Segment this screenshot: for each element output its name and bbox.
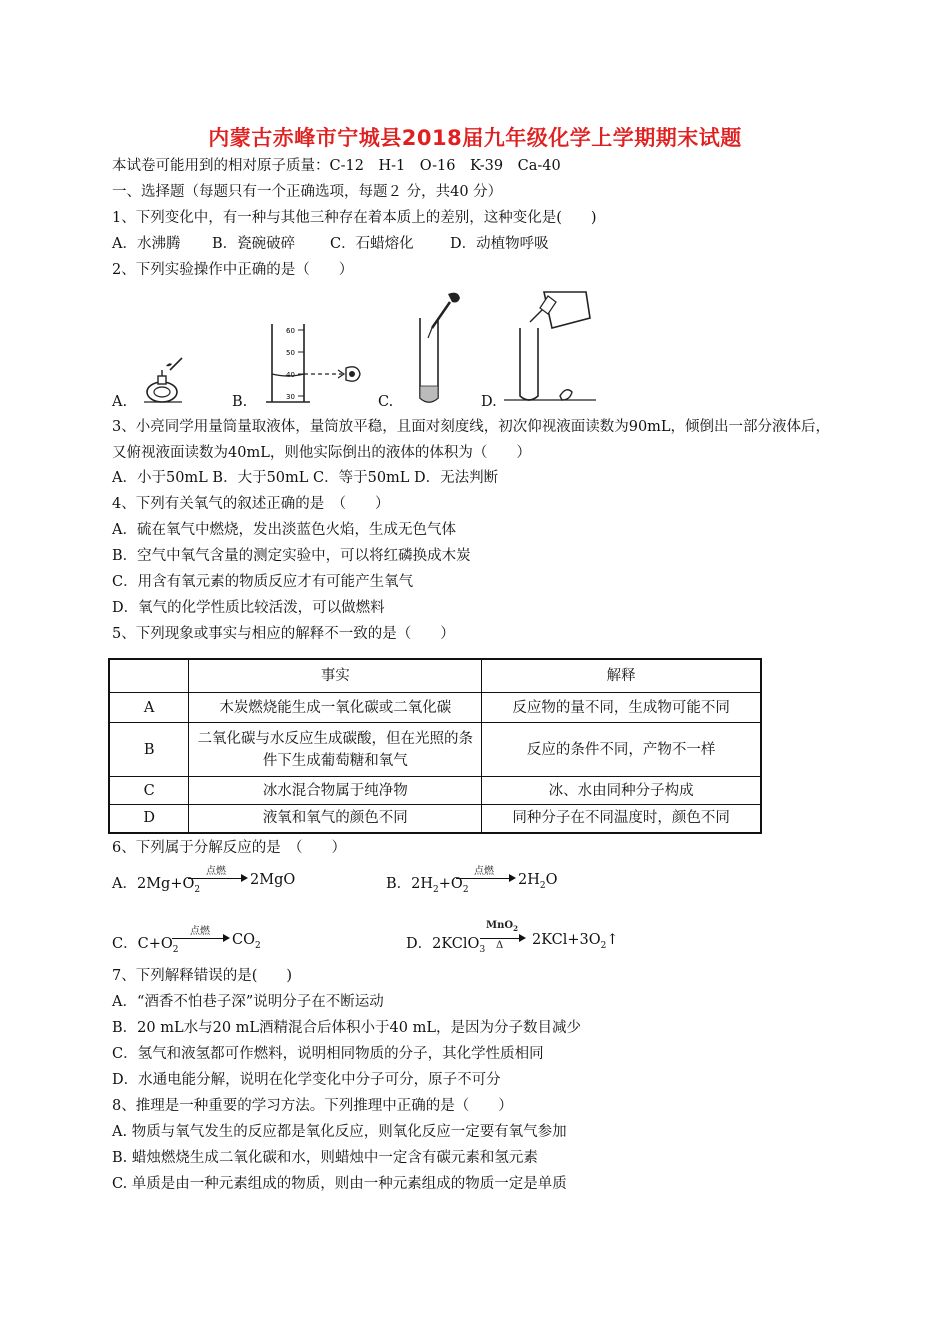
question-7-option-d: D．水通电能分解，说明在化学变化中分子可分，原子不可分	[112, 1072, 501, 1088]
row-label: B	[109, 723, 189, 777]
section-heading: 一、选择题（每题只有一个正确选项，每题２ 分，共40 分）	[112, 184, 503, 200]
question-1-option-b: B．瓷碗破碎	[212, 236, 296, 252]
table-header-row	[109, 659, 761, 693]
question-4-stem: 4、下列有关氧气的叙述正确的是 （ ）	[112, 496, 390, 512]
question-8-option-c: C. 单质是由一种元素组成的物质，则由一种元素组成的物质一定是单质	[112, 1176, 567, 1192]
question-2-option-a: A.	[112, 394, 128, 410]
dropper-test-tube-figure	[410, 290, 470, 406]
row-fact: 冰水混合物属于纯净物	[189, 777, 482, 805]
question-7-stem: 7、下列解释错误的是( )	[112, 968, 293, 984]
question-6-option-a: A．$2Mg+O_2$	[112, 876, 201, 895]
cylinder-tick-60: 60	[286, 327, 295, 335]
question-7-option-b: B．20 mL水与20 mL酒精混合后体积小于40 mL，是因为分子数目减少	[112, 1020, 581, 1036]
row-reason: 同种分子在不同温度时，颜色不同	[482, 805, 761, 833]
pouring-liquid-figure	[500, 288, 600, 406]
measuring-cylinder-figure	[262, 322, 372, 406]
question-2-option-d: D.	[481, 394, 497, 410]
heat-condition: Δ	[496, 940, 504, 951]
question-7-option-a: A．“酒香不怕巷子深”说明分子在不断运动	[112, 994, 384, 1010]
question-6-option-b: B．$2H_2+O_2$	[386, 876, 469, 895]
question-3-stem: 3、小亮同学用量筒量取液体，量筒放平稳，且面对刻度线，初次仰视液面读数为90mL，倾倒出一部分液体后，又俯视液面读数为40mL，则他实际倒出的液体的体积为（ ）	[112, 419, 831, 461]
question-6-stem: 6、下列属于分解反应的是 （ ）	[112, 840, 346, 856]
question-4-option-c: C．用含有氧元素的物质反应才有可能产生氧气	[112, 574, 414, 590]
question-2-option-c: C.	[378, 394, 394, 410]
question-6-b-product: $2H_2O$	[518, 872, 558, 891]
question-6-option-c: C．$C+O_2$	[112, 936, 179, 955]
row-fact: 二氧化碳与水反应生成碳酸，但在光照的条件下生成葡萄糖和氧气	[189, 723, 482, 777]
table-row	[109, 805, 761, 833]
question-1-stem: 1、下列变化中，有一种与其他三种存在着本质上的差别，这种变化是( )	[112, 210, 597, 226]
ignite-condition: 点燃	[474, 866, 494, 877]
question-4-option-a: A．硫在氧气中燃烧，发出淡蓝色火焰，生成无色气体	[112, 522, 456, 538]
question-6-c-product: $CO_2$	[232, 932, 261, 951]
cylinder-tick-30: 30	[286, 393, 295, 401]
question-5-stem: 5、下列现象或事实与相应的解释不一致的是（ ）	[112, 626, 455, 642]
question-1-option-a: A．水沸腾	[112, 236, 181, 252]
table-row	[109, 693, 761, 723]
mno2-condition: MnO$_2$	[486, 920, 518, 933]
alcohol-lamp-figure	[140, 350, 190, 406]
row-reason: 冰、水由同种分子构成	[482, 777, 761, 805]
table-header-blank	[109, 659, 189, 693]
reaction-arrow	[456, 878, 514, 879]
facts-table	[108, 658, 762, 834]
question-1-option-d: D．动植物呼吸	[450, 236, 549, 252]
page-title: 内蒙古赤峰市宁城县2018届九年级化学上学期期末试题	[208, 126, 742, 150]
atomic-masses-note: 本试卷可能用到的相对原子质量：C-12 H-1 O-16 K-39 Ca-40	[112, 158, 561, 174]
row-label: A	[109, 693, 189, 723]
row-fact: 液氧和氧气的颜色不同	[189, 805, 482, 833]
question-3-options: A．小于50mL B．大于50mL C．等于50mL D．无法判断	[112, 470, 499, 486]
cylinder-tick-40: 40	[286, 371, 295, 379]
question-1-option-c: C．石蜡熔化	[330, 236, 414, 252]
question-8-option-b: B. 蜡烛燃烧生成二氧化碳和水，则蜡烛中一定含有碳元素和氢元素	[112, 1150, 538, 1166]
table-header-reason: 解释	[482, 659, 761, 693]
table-row	[109, 777, 761, 805]
row-fact: 木炭燃烧能生成一氧化碳或二氧化碳	[189, 693, 482, 723]
ignite-condition: 点燃	[206, 866, 226, 877]
question-6-a-product: 2MgO	[250, 872, 296, 888]
reaction-arrow	[172, 938, 228, 939]
row-reason: 反应的条件不同，产物不一样	[482, 723, 761, 777]
question-6-option-d: D．2KClO$_3$	[406, 936, 486, 955]
question-4-option-b: B．空气中氧气含量的测定实验中，可以将红磷换成木炭	[112, 548, 471, 564]
table-row	[109, 723, 761, 777]
question-8-stem: 8、推理是一种重要的学习方法。下列推理中正确的是（ ）	[112, 1098, 513, 1114]
row-reason: 反应物的量不同，生成物可能不同	[482, 693, 761, 723]
question-2-option-b: B.	[232, 394, 248, 410]
question-8-option-a: A. 物质与氧气发生的反应都是氧化反应，则氧化反应一定要有氧气参加	[112, 1124, 567, 1140]
table-header-fact: 事实	[189, 659, 482, 693]
question-2-stem: 2、下列实验操作中正确的是（ ）	[112, 262, 354, 278]
question-7-option-c: C．氢气和液氢都可作燃料，说明相同物质的分子，其化学性质相同	[112, 1046, 544, 1062]
reaction-arrow	[188, 878, 246, 879]
question-4-option-d: D．氧气的化学性质比较活泼，可以做燃料	[112, 600, 385, 616]
ignite-condition: 点燃	[190, 926, 210, 937]
row-label: D	[109, 805, 189, 833]
cylinder-tick-50: 50	[286, 349, 295, 357]
question-6-d-product: $2KCl+3O_2↑$	[532, 932, 619, 951]
row-label: C	[109, 777, 189, 805]
reaction-arrow	[480, 938, 524, 939]
